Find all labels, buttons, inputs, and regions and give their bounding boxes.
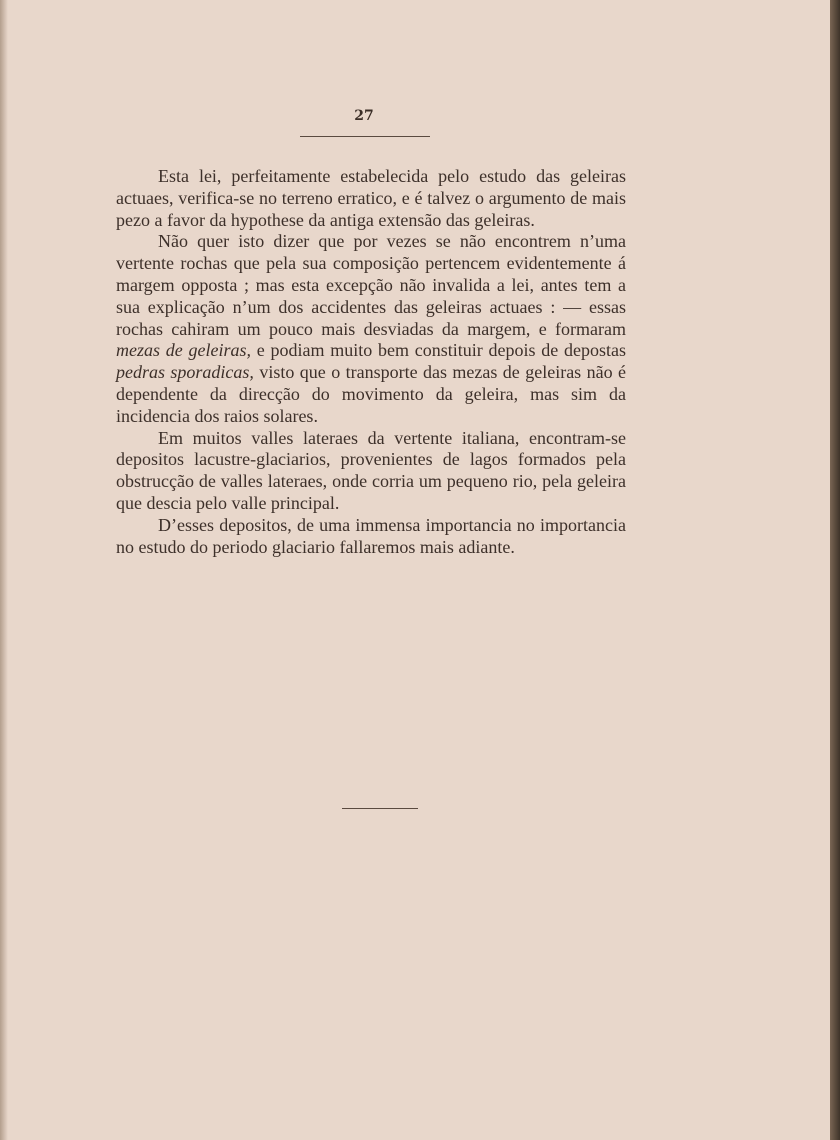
text-segment: D’esses depositos, de uma immensa importancia no importancia no estudo do periodo glaciario fallaremos mais adiante. [116, 514, 626, 557]
body-text [116, 166, 626, 558]
header-rule [300, 136, 430, 137]
text-segment: Não quer isto dizer que por vezes se não encontrem n’uma vertente rochas que pela sua composição pertencem evidentemente á margem opposta ; mas esta excepção não invalida a lei, antes tem a sua explicação n’um dos accidentes das geleiras actuaes : — essas rochas cahiram um pouco mais desviadas da margem, e formaram [116, 231, 626, 339]
paragraph [116, 231, 626, 427]
page-gutter-shadow [0, 0, 8, 1140]
text-segment: visto que o transporte das mezas de geleiras não é dependente da direcção do movimento da geleira, mas sim da incidencia dos raios solares. [116, 362, 627, 426]
footer-rule [342, 808, 418, 809]
text-segment: Em muitos valles lateraes da vertente italiana, encontram-se depositos lacustre-glaciarios, provenientes de lagos formados pela obstrucção de valles lateraes, onde corria um pequeno rio, pela geleira que descia pelo valle principal. [116, 427, 626, 513]
text-segment: Esta lei, perfeitamente estabelecida pelo estudo das geleiras actuaes, verifica-se no terreno erratico, e é talvez o argumento de mais pezo a favor da hypothese da antiga extensão das geleiras. [116, 166, 626, 230]
italic-term: pedras sporadicas, [116, 362, 254, 383]
book-edge [830, 0, 840, 1140]
paragraph [116, 428, 626, 515]
paragraph [116, 166, 626, 231]
page-number: 27 [354, 108, 374, 124]
text-segment: e podiam muito bem constituir depois de depostas [251, 340, 626, 361]
italic-term: mezas de geleiras, [116, 340, 251, 361]
paragraph [116, 515, 626, 559]
